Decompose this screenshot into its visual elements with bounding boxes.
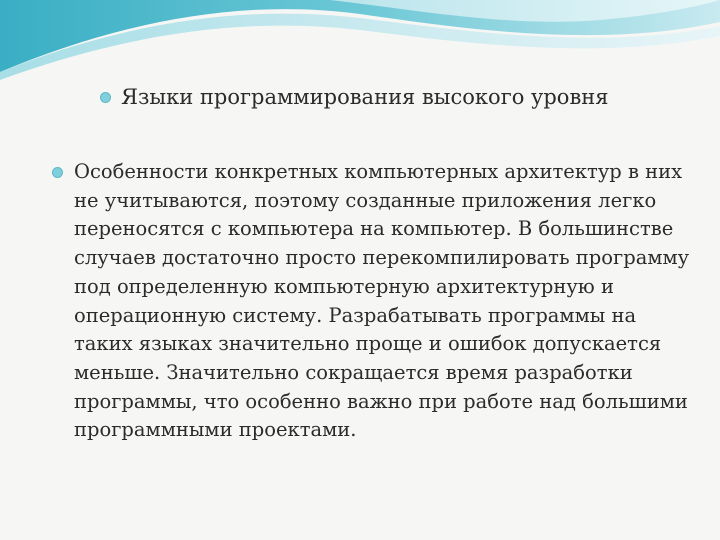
slide-title: Языки программирования высокого уровня (121, 85, 609, 109)
body-bullet-item (52, 158, 702, 445)
title-row (100, 82, 700, 112)
body-bullet-icon (52, 167, 63, 178)
header-wave-decoration (0, 0, 720, 80)
title-bullet-icon (100, 92, 111, 103)
body-paragraph: Особенности конкретных компьютерных архитектур в них не учитываются, поэтому созданные приложения легко переносятся с компьютера на компьютер. В большинстве случаев достаточно просто перекомпилировать программу под определенную компьютерную архитектурную и операционную систему. Разрабатывать программы на таких языках значительно проще и ошибок допускается меньше. Значительно сокращается время разработки программы, что особенно важно при работе над большими программными проектами. (74, 160, 690, 442)
